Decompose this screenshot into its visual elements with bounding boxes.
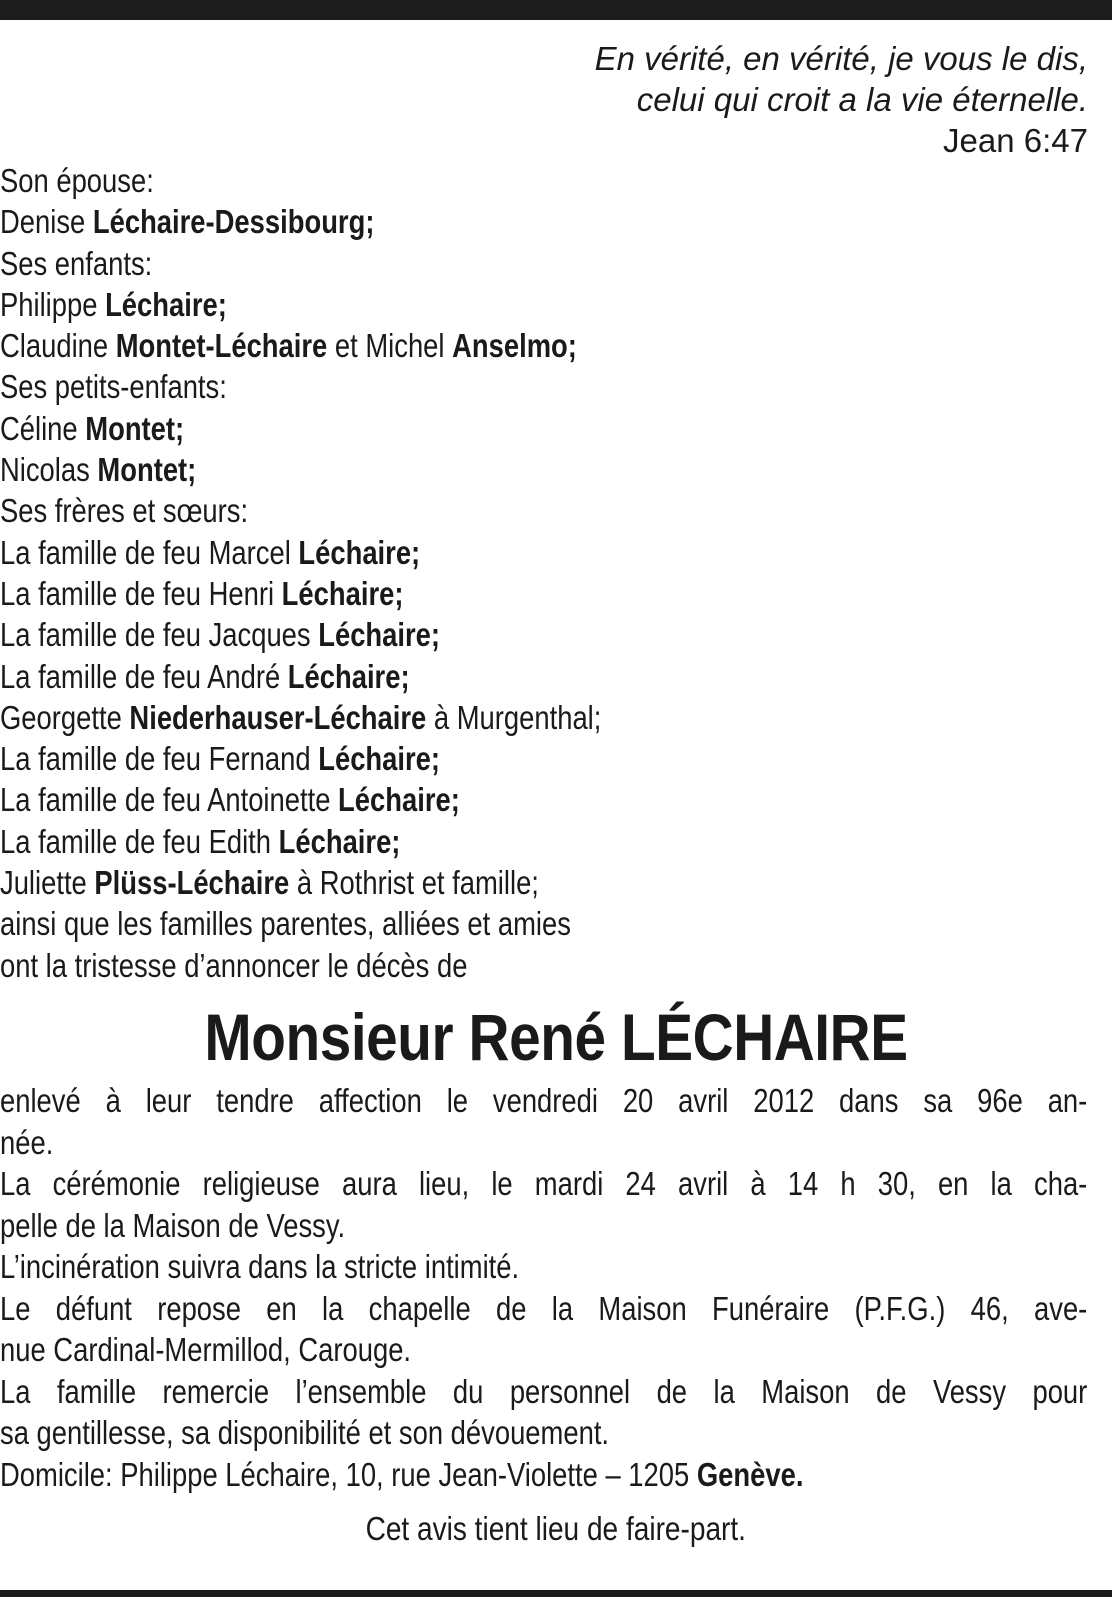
family-text: La famille de feu Jacques [0, 616, 319, 654]
details-line: La famille remercie l’ensemble du personnel de la Maison de Vessy pour [0, 1372, 1088, 1410]
deceased-name: Monsieur René LÉCHAIRE [204, 1000, 908, 1074]
family-text: Denise [0, 203, 93, 241]
family-name-bold: Léchaire; [105, 285, 227, 323]
family-text: La famille de feu Edith [0, 822, 279, 860]
family-name-bold: Niederhauser-Léchaire [129, 698, 427, 736]
family-line [0, 614, 913, 655]
details-line: née. [0, 1123, 54, 1161]
family-line [0, 656, 913, 697]
family-text: Ses enfants: [0, 244, 153, 282]
details-text [0, 1080, 1087, 1495]
family-line [0, 903, 913, 944]
closing-text: Cet avis tient lieu de faire-part. [365, 1510, 747, 1547]
family-line [0, 779, 913, 820]
family-text: Céline [0, 409, 86, 447]
family-text: Nicolas [0, 451, 98, 489]
family-line [0, 945, 913, 986]
family-line [0, 408, 913, 449]
details-line: sa gentillesse, sa disponibilité et son dévouement. [0, 1414, 610, 1451]
family-name-bold: Léchaire; [318, 740, 441, 778]
family-text: La famille de feu Fernand [0, 740, 319, 778]
family-name-bold: Léchaire; [287, 657, 410, 695]
domicile-city: Genève. [696, 1455, 804, 1493]
epigraph [595, 38, 1088, 161]
bottom-rule [0, 1590, 1112, 1597]
domicile-text: Domicile: Philippe Léchaire, 10, rue Jean-Violette – 1205 [0, 1455, 697, 1493]
family-text: La famille de feu André [0, 657, 288, 695]
family-line [0, 201, 913, 242]
family-name-bold: Montet; [85, 409, 185, 447]
family-line [0, 862, 913, 903]
family-text: La famille de feu Henri [0, 574, 282, 612]
family-line [0, 573, 913, 614]
family-text: ont la tristesse d’annoncer le décès de [0, 946, 468, 984]
family-name-bold: Montet; [97, 451, 197, 489]
family-text: Juliette [0, 864, 95, 902]
family-line [0, 490, 913, 531]
family-text: Claudine [0, 327, 116, 365]
top-rule [0, 0, 1112, 20]
epigraph-line-1: En vérité, en vérité, je vous le dis, [594, 40, 1088, 77]
family-name-bold: Anselmo; [452, 327, 577, 365]
family-line [0, 449, 913, 490]
family-text: Georgette [0, 698, 130, 736]
family-line [0, 532, 913, 573]
family-name-bold: Plüss-Léchaire [94, 864, 290, 902]
details-line: Le défunt repose en la chapelle de la Maison Funéraire (P.F.G.) 46, ave- [0, 1289, 1088, 1327]
family-line [0, 366, 913, 407]
family-text: ainsi que les familles parentes, alliées et amies [0, 905, 571, 943]
family-text: Ses frères et sœurs: [0, 492, 249, 530]
family-line [0, 821, 913, 862]
family-text: La famille de feu Antoinette [0, 781, 339, 819]
family-line [0, 697, 913, 738]
family-name-bold: Léchaire; [298, 533, 421, 571]
family-name-bold: Léchaire; [338, 781, 460, 819]
family-text: à Murgenthal; [426, 698, 602, 736]
details-line: L’incinération suivra dans la stricte intimité. [0, 1248, 520, 1285]
family-name-bold: Léchaire; [318, 616, 441, 654]
family-name-bold: Léchaire-Dessibourg; [92, 203, 375, 241]
details-line: enlevé à leur tendre affection le vendredi 20 avril 2012 dans sa 96e an- [0, 1082, 1088, 1119]
family-line [0, 284, 913, 325]
family-name-bold: Montet-Léchaire [115, 327, 328, 365]
family-text: La famille de feu Marcel [0, 533, 299, 571]
family-line [0, 738, 913, 779]
family-text: Ses petits-enfants: [0, 368, 227, 406]
epigraph-line-2: celui qui croit a la vie éternelle. [636, 81, 1088, 118]
family-line [0, 243, 913, 284]
family-line [0, 325, 913, 366]
closing-note [0, 1508, 1112, 1549]
family-name-bold: Léchaire; [278, 822, 401, 860]
family-name-bold: Léchaire; [281, 574, 404, 612]
family-text: à Rothrist et famille; [289, 864, 539, 902]
family-text: Son épouse: [0, 162, 154, 199]
family-list [0, 160, 913, 986]
details-line: pelle de la Maison de Vessy. [0, 1206, 346, 1244]
epigraph-reference: Jean 6:47 [943, 122, 1088, 159]
details-line: La cérémonie religieuse aura lieu, le mardi 24 avril à 14 h 30, en la cha- [0, 1165, 1088, 1202]
family-line [0, 160, 913, 201]
family-text: et Michel [327, 327, 453, 365]
family-text: Philippe [0, 285, 106, 323]
details-line: nue Cardinal-Mermillod, Carouge. [0, 1331, 412, 1368]
domicile-line [0, 1454, 1087, 1496]
